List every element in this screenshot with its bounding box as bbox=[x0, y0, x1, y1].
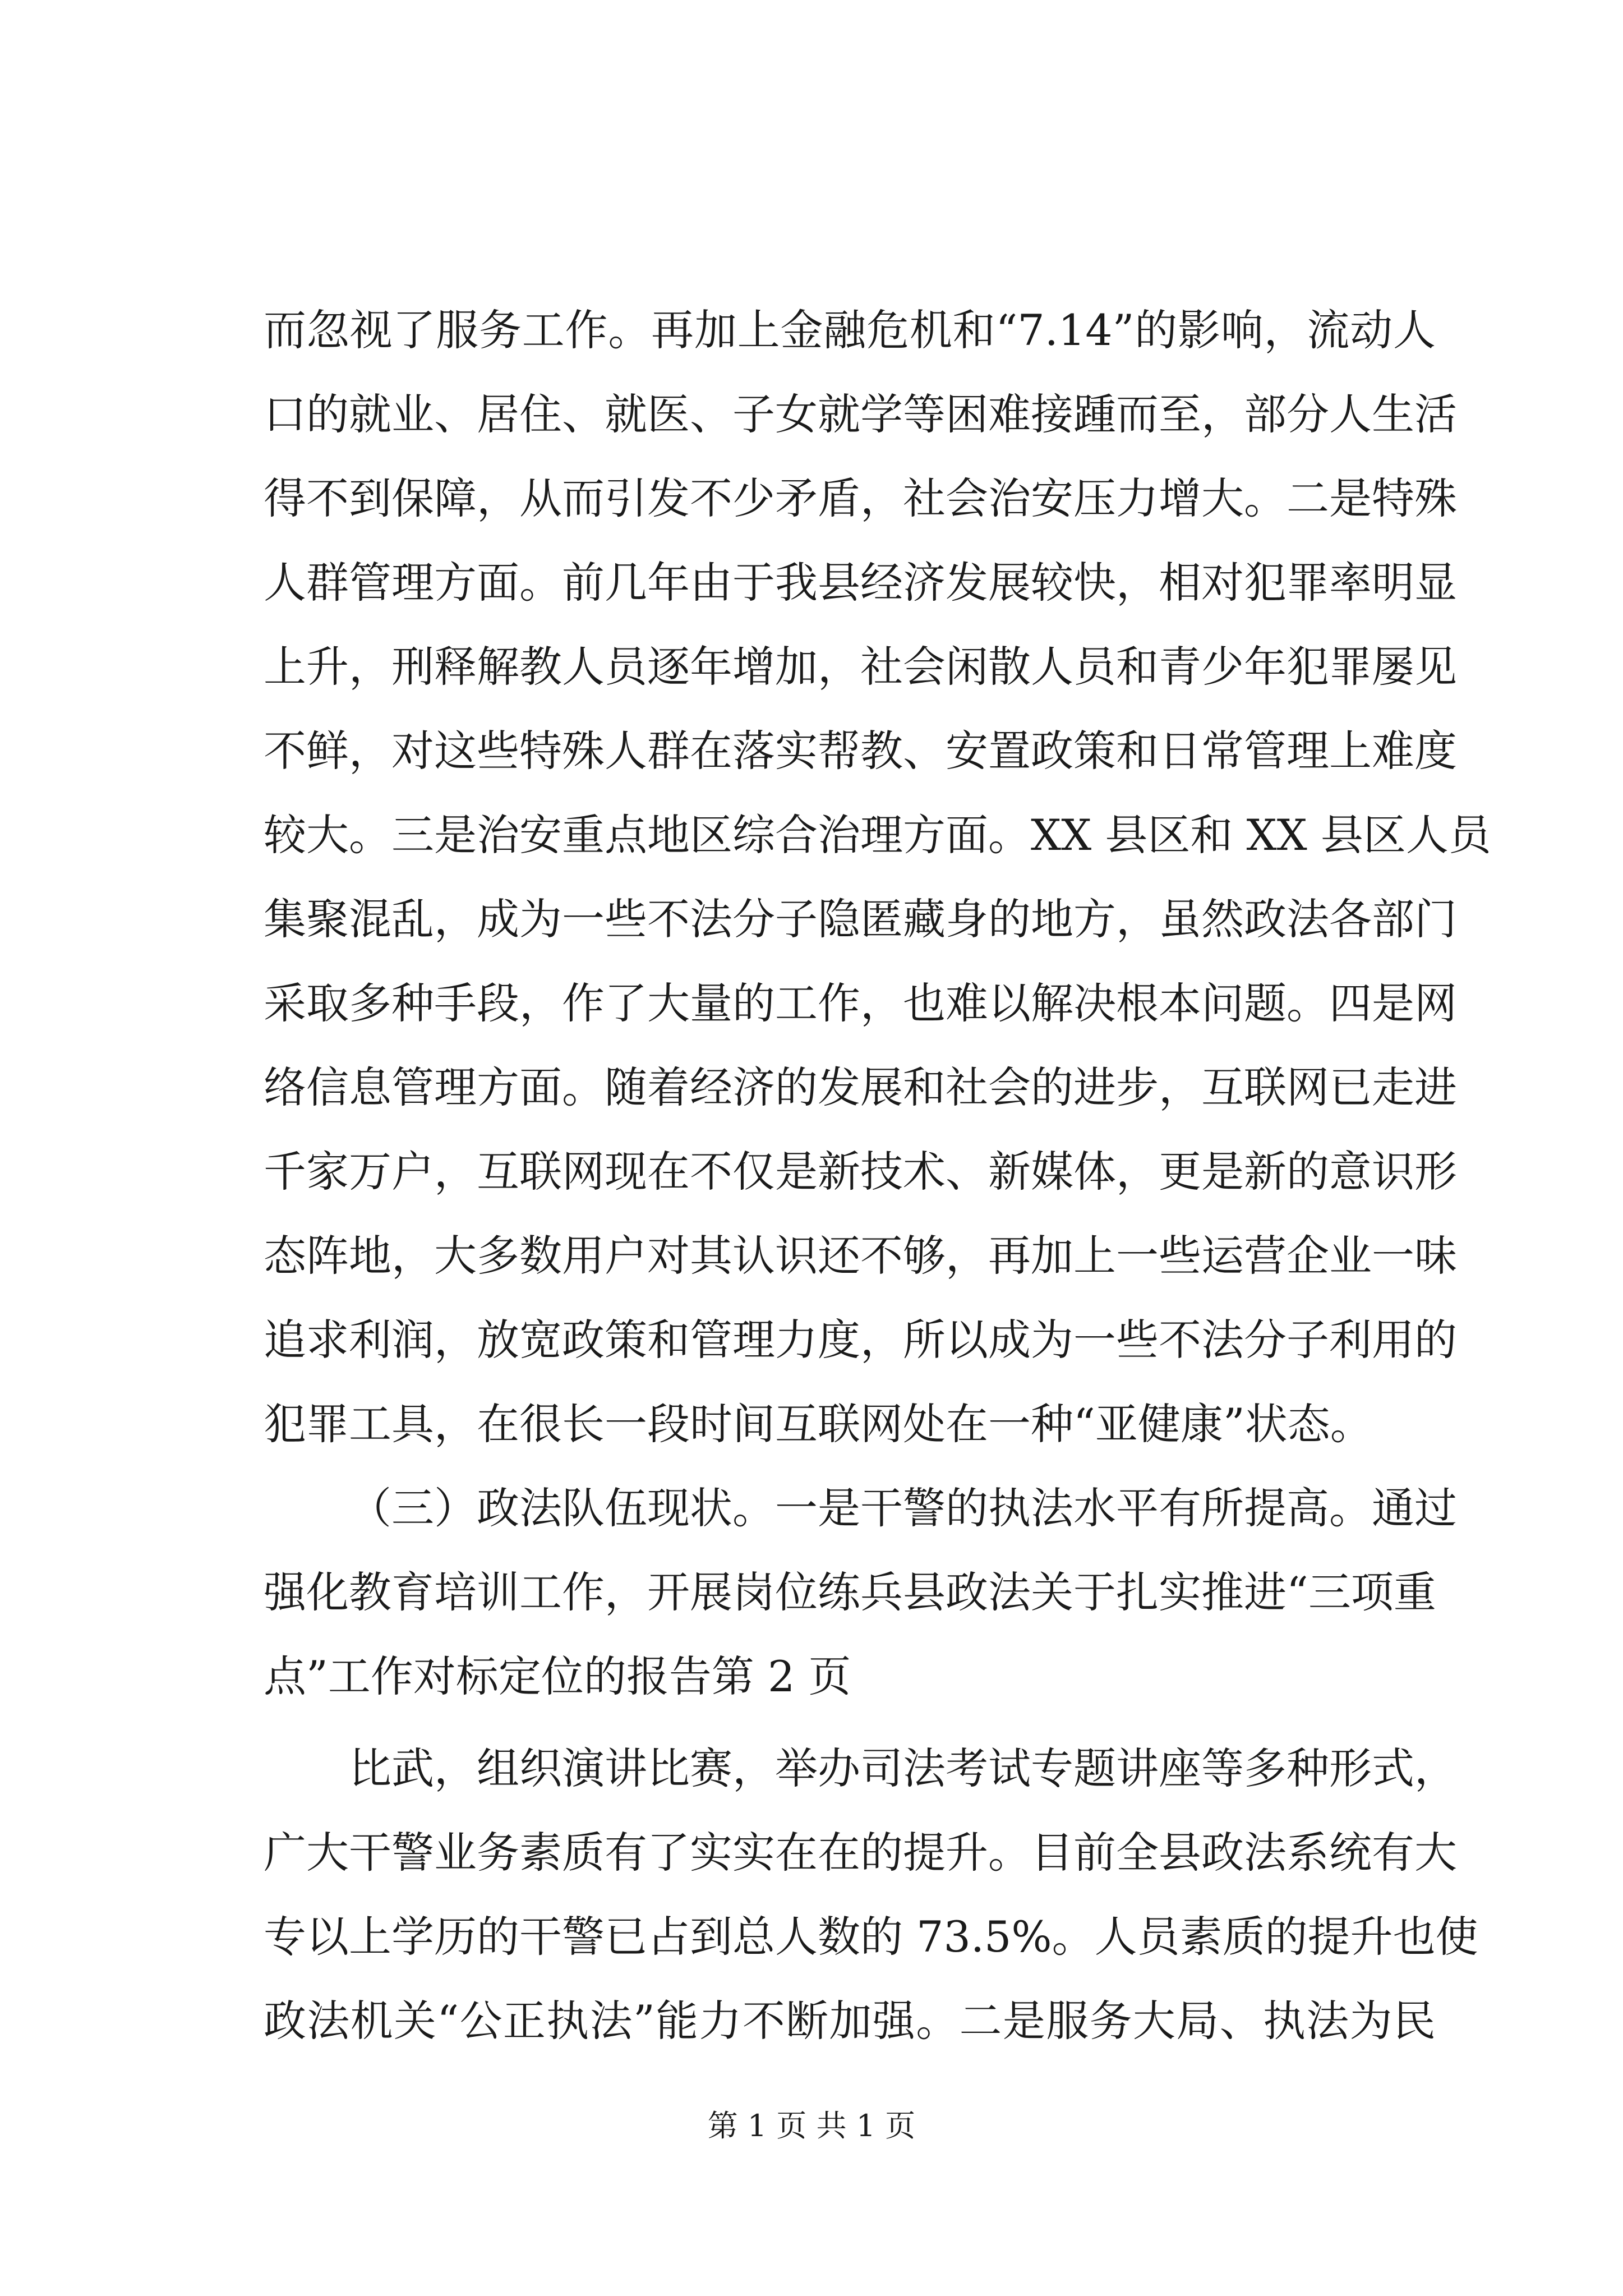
text-line: 态阵地，大多数用户对其认识还不够，再加上一些运营企业一味 bbox=[264, 1231, 1457, 1281]
document-body bbox=[264, 288, 1491, 2063]
text-line: 政法机关“公正执法”能力不断加强。二是服务大局、执法为民 bbox=[264, 1996, 1436, 2046]
text-line: 人群管理方面。前几年由于我县经济发展较快，相对犯罪率明显 bbox=[264, 558, 1457, 608]
text-line: 而忽视了服务工作。再加上金融危机和“7.14”的影响，流动人 bbox=[264, 305, 1436, 355]
paragraph-start-line: 比武，组织演讲比赛，举办司法考试专题讲座等多种形式， bbox=[349, 1743, 1457, 1793]
text-line: 千家万户，互联网现在不仅是新技术、新媒体，更是新的意识形 bbox=[264, 1147, 1457, 1197]
text-line: 点”工作对标定位的报告第 2 页 bbox=[264, 1651, 851, 1701]
text-line: 强化教育培训工作，开展岗位练兵县政法关于扎实推进“三项重 bbox=[264, 1567, 1436, 1617]
section-heading-line: （三）政法队伍现状。一是干警的执法水平有所提高。通过 bbox=[349, 1483, 1457, 1533]
text-line: 集聚混乱，成为一些不法分子隐匿藏身的地方，虽然政法各部门 bbox=[264, 894, 1457, 944]
page-footer: 第 1 页 共 1 页 bbox=[707, 2108, 916, 2143]
text-line: 得不到保障，从而引发不少矛盾，社会治安压力增大。二是特殊 bbox=[264, 473, 1457, 523]
text-line: 追求利润，放宽政策和管理力度，所以成为一些不法分子利用的 bbox=[264, 1315, 1457, 1365]
text-line: 犯罪工具，在很长一段时间互联网处在一种“亚健康”状态。 bbox=[264, 1399, 1373, 1449]
text-line: 不鲜，对这些特殊人群在落实帮教、安置政策和日常管理上难度 bbox=[264, 726, 1457, 776]
text-line: 口的就业、居住、就医、子女就学等困难接踵而至，部分人生活 bbox=[264, 389, 1457, 439]
text-line: 广大干警业务素质有了实实在在的提升。目前全县政法系统有大 bbox=[264, 1828, 1457, 1878]
text-line: 专以上学历的干警已占到总人数的 73.5%。人员素质的提升也使 bbox=[264, 1912, 1478, 1962]
text-line: 较大。三是治安重点地区综合治理方面。XX 县区和 XX 县区人员 bbox=[264, 810, 1491, 860]
text-line: 采取多种手段，作了大量的工作，也难以解决根本问题。四是网 bbox=[264, 978, 1457, 1028]
text-line: 络信息管理方面。随着经济的发展和社会的进步，互联网已走进 bbox=[264, 1062, 1457, 1112]
text-line: 上升，刑释解教人员逐年增加，社会闲散人员和青少年犯罪屡见 bbox=[264, 642, 1457, 692]
